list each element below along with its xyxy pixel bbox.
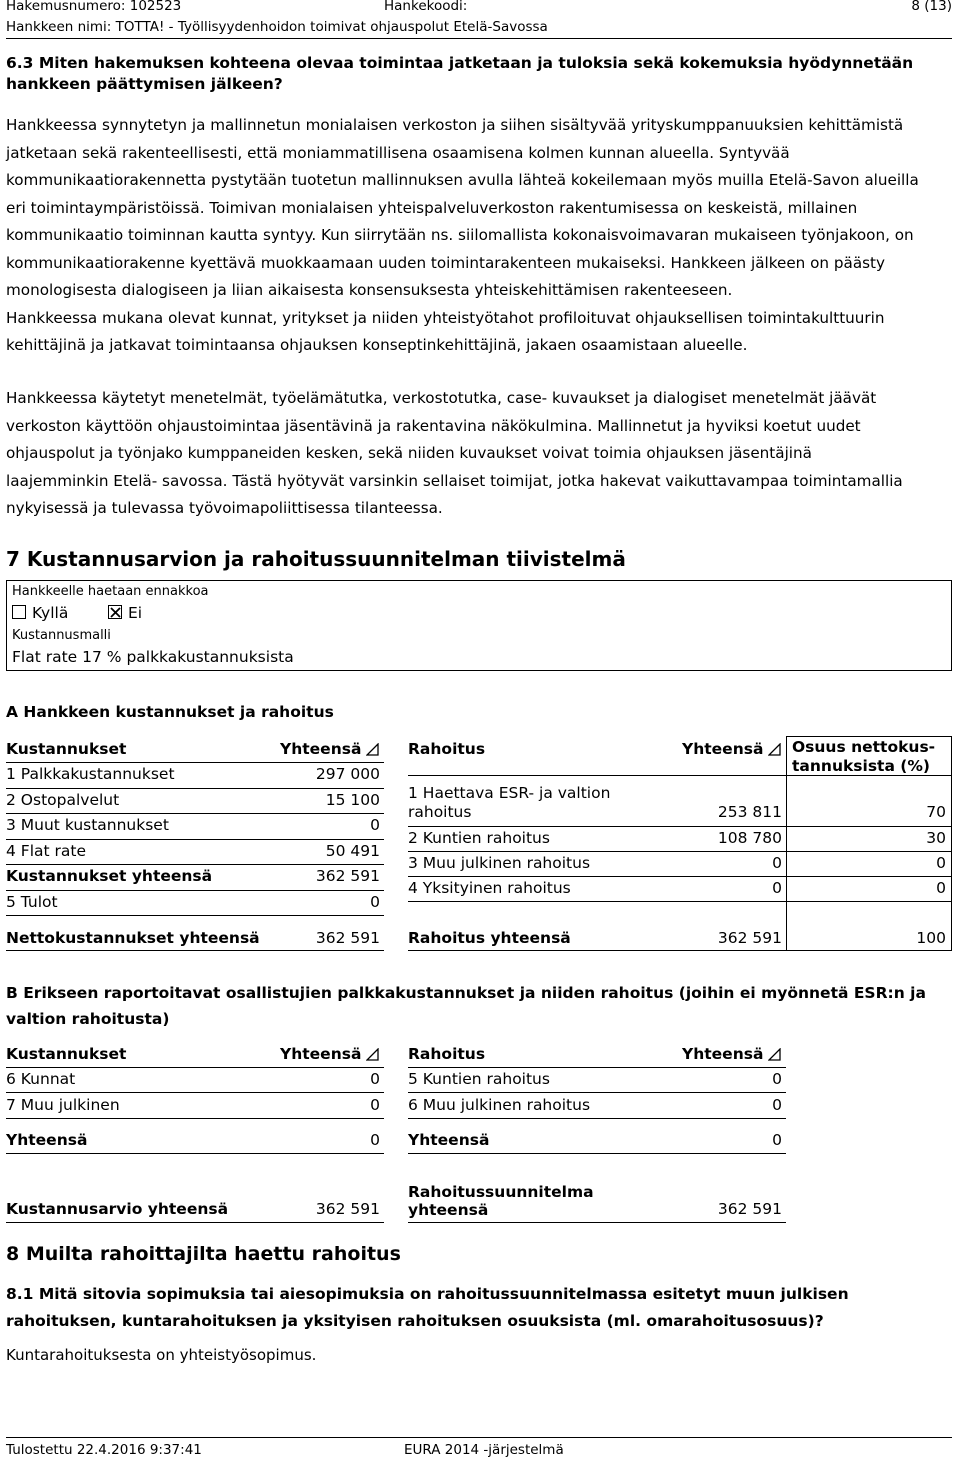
funding-row-share: 0 bbox=[936, 879, 946, 897]
row-line bbox=[6, 1222, 384, 1223]
row-line bbox=[408, 1118, 786, 1119]
project-name: Hankkeen nimi: TOTTA! - Työllisyydenhoidon toimivat ohjauspolut Etelä-Savossa bbox=[6, 19, 548, 35]
row-line bbox=[408, 901, 952, 902]
funding-sum-label: Yhteensä bbox=[408, 1131, 490, 1149]
checkbox-yes-icon[interactable] bbox=[12, 605, 26, 619]
row-line bbox=[408, 1092, 786, 1093]
costs-total-header: Yhteensä bbox=[280, 740, 362, 758]
row-line bbox=[408, 950, 952, 951]
section-a-title: A Hankkeen kustannukset ja rahoitus bbox=[6, 703, 334, 721]
net-costs-value: 362 591 bbox=[315, 929, 380, 947]
sort-triangle-icon bbox=[768, 1048, 781, 1061]
funding-row-label: 5 Kuntien rahoitus bbox=[408, 1070, 550, 1088]
funding-sum-value: 0 bbox=[772, 1131, 782, 1149]
funding-row-label: 3 Muu julkinen rahoitus bbox=[408, 854, 591, 872]
application-number: Hakemusnumero: 102523 bbox=[6, 0, 182, 14]
row-line bbox=[408, 826, 952, 827]
row-line bbox=[6, 1153, 384, 1154]
option-no[interactable] bbox=[108, 604, 142, 622]
costs-sum-value: 362 591 bbox=[315, 867, 380, 885]
row-line bbox=[6, 950, 384, 951]
checkbox-no-checked-icon[interactable] bbox=[108, 605, 122, 619]
option-no-label: Ei bbox=[128, 604, 143, 622]
sort-triangle-icon bbox=[366, 1048, 379, 1061]
row-line bbox=[6, 864, 384, 865]
income-value: 0 bbox=[370, 893, 380, 911]
funding-row-share: 30 bbox=[926, 829, 946, 847]
header-divider bbox=[6, 38, 952, 39]
section-8-title: 8 Muilta rahoittajilta haettu rahoitus bbox=[6, 1243, 401, 1265]
row-line bbox=[6, 762, 384, 763]
funding-row-value: 0 bbox=[772, 1096, 782, 1114]
option-yes-label: Kyllä bbox=[32, 604, 69, 622]
cost-row-label: 4 Flat rate bbox=[6, 842, 86, 860]
question-8-1: 8.1 Mitä sitovia sopimuksia tai aiesopimuksia on rahoitussuunnitelmassa esitetyt muun julkisen rahoituksen, kuntarahoituksen ja yksityisen rahoituksen osuuksista (ml. omarahoitusosuus)? bbox=[6, 1285, 849, 1330]
row-line bbox=[6, 890, 384, 891]
row-line bbox=[408, 775, 952, 776]
question-6-3: 6.3 Miten hakemuksen kohteena olevaa toimintaa jatketaan ja tuloksia sekä kokemuksia hyödynnetään hankkeen päättymisen jälkeen? bbox=[6, 54, 914, 93]
row-line bbox=[6, 1092, 384, 1093]
cost-model-value: Flat rate 17 % palkkakustannuksista bbox=[12, 648, 294, 666]
row-line bbox=[6, 839, 384, 840]
column-line bbox=[951, 736, 952, 950]
sort-triangle-icon bbox=[768, 743, 781, 756]
funding-row-label: 4 Yksityinen rahoitus bbox=[408, 879, 571, 897]
answer-8-1: Kuntarahoituksesta on yhteistyösopimus. bbox=[6, 1346, 317, 1364]
funding-row-label: 1 Haettava ESR- ja valtion rahoitus bbox=[408, 784, 611, 821]
footer-divider bbox=[6, 1437, 952, 1438]
cost-row-label: 7 Muu julkinen bbox=[6, 1096, 120, 1114]
cost-row-value: 297 000 bbox=[315, 765, 380, 783]
costs-total-header: Yhteensä bbox=[280, 1045, 362, 1063]
funding-row-label: 2 Kuntien rahoitus bbox=[408, 829, 550, 847]
cost-row-value: 50 491 bbox=[325, 842, 380, 860]
section-7-title: 7 Kustannusarvion ja rahoitussuunnitelman tiivistelmä bbox=[6, 547, 626, 571]
row-line bbox=[408, 1222, 786, 1223]
cost-row-label: 6 Kunnat bbox=[6, 1070, 76, 1088]
funding-row-label: 6 Muu julkinen rahoitus bbox=[408, 1096, 591, 1114]
cost-row-label: 2 Ostopalvelut bbox=[6, 791, 120, 809]
funding-share-header: Osuus nettokus- tannuksista (%) bbox=[792, 738, 936, 775]
row-line bbox=[408, 1067, 786, 1068]
funding-total-header: Yhteensä bbox=[682, 740, 764, 758]
funding-row-value: 0 bbox=[772, 854, 782, 872]
funding-sum-value: 362 591 bbox=[717, 929, 782, 947]
costs-sum-label: Yhteensä bbox=[6, 1131, 88, 1149]
budget-total-label: Kustannusarvio yhteensä bbox=[6, 1200, 229, 1218]
cost-row-label: 3 Muut kustannukset bbox=[6, 816, 169, 834]
funding-total-header: Yhteensä bbox=[682, 1045, 764, 1063]
cost-row-label: 1 Palkkakustannukset bbox=[6, 765, 175, 783]
funding-row-value: 253 811 bbox=[717, 803, 782, 821]
row-line bbox=[408, 876, 952, 877]
cost-model-label: Kustannusmalli bbox=[12, 628, 111, 643]
funding-plan-total-label: Rahoitussuunnitelma yhteensä bbox=[408, 1183, 594, 1219]
cost-row-value: 0 bbox=[370, 1070, 380, 1088]
page-number: 8 (13) bbox=[911, 0, 952, 14]
cost-row-value: 0 bbox=[370, 1096, 380, 1114]
answer-6-3-paragraph-1: Hankkeessa synnytetyn ja mallinnetun monialaisen verkoston ja siihen sisältyvää yrityskumppanuuksien kehittämistä jatketaan sekä rakenteellisesti, että moniammatillisena osaamisena kolmen kunnan alueella. Syntyvää kommunikaatiorakennetta pystytään tuotetun mallinnuksen avulla lähteä kokeilemaan myös muilla Etelä-Savon alueilla eri toimintaympäristöissä. Toimivan monialaisen yhteispalveluverkoston rakentumisessa on keskeistä, millainen kommunikaatio toiminnan kautta syntyy. Kun siirrytään ns. siilomallista kokonaisvoimavaran mukaiseen työnjakoon, on kommunikaatiorakenne kyettävä muokkaamaan uuden toimintarakenteen mukaiseksi. Hankkeen jälkeen on päästy monologisesta dialogiseen ja liian aikaisesta konsensuksesta yhteiskehittämisen rakenteeseen. Hankkeessa mukana olevat kunnat, yritykset ja niiden yhteistyötahot profiloituvat ohjauksellisen toimintakulttuurin kehittäjinä ja jatkavat toimintaansa ohjauksen konseptinkehittäjinä, jakaen osaamistaan alueelle. bbox=[6, 116, 919, 354]
row-line bbox=[408, 851, 952, 852]
advance-label: Hankkeelle haetaan ennakkoa bbox=[12, 584, 209, 599]
cost-row-value: 0 bbox=[370, 816, 380, 834]
printed-timestamp: Tulostettu 22.4.2016 9:37:41 bbox=[6, 1442, 202, 1458]
funding-row-value: 0 bbox=[772, 1070, 782, 1088]
funding-row-share: 0 bbox=[936, 854, 946, 872]
answer-6-3-paragraph-2: Hankkeessa käytetyt menetelmät, työelämätutka, verkostotutka, case- kuvaukset ja dialogiset menetelmät jäävät verkoston käyttöön ohjaustoimintaa jäsentävinä ja rakentavina näkökulmina. Mallinnetut ja hyviksi koetut uudet ohjauspolut ja työnjako kumppaneiden kesken, sekä niiden kuvaukset voivat toimia ohjauksen jäsentäjinä laajemminkin Etelä- savossa. Tästä hyötyvät varsinkin sellaiset toimijat, jotka hakevat vaikuttavampaa toimintamallia nykyisessä ja tulevassa työvoimapoliittisessa tilanteessa. bbox=[6, 389, 903, 517]
budget-total-value: 362 591 bbox=[315, 1200, 380, 1218]
funding-plan-total-value: 362 591 bbox=[717, 1200, 782, 1218]
advance-box bbox=[6, 580, 952, 671]
row-line bbox=[6, 1118, 384, 1119]
funding-sum-label: Rahoitus yhteensä bbox=[408, 929, 571, 947]
net-costs-label: Nettokustannukset yhteensä bbox=[6, 929, 260, 947]
funding-row-value: 108 780 bbox=[717, 829, 782, 847]
row-line bbox=[6, 1067, 384, 1068]
costs-header: Kustannukset bbox=[6, 1045, 127, 1063]
row-line bbox=[6, 788, 384, 789]
sort-triangle-icon bbox=[366, 743, 379, 756]
funding-row-share: 70 bbox=[926, 803, 946, 821]
system-name: EURA 2014 -järjestelmä bbox=[404, 1442, 564, 1458]
costs-sum-value: 0 bbox=[370, 1131, 380, 1149]
row-line bbox=[6, 915, 384, 916]
column-line bbox=[786, 736, 787, 950]
funding-header: Rahoitus bbox=[408, 1045, 486, 1063]
row-line bbox=[786, 736, 952, 737]
cost-row-value: 15 100 bbox=[325, 791, 380, 809]
funding-sum-share: 100 bbox=[916, 929, 946, 947]
row-line bbox=[408, 1153, 786, 1154]
funding-row-value: 0 bbox=[772, 879, 782, 897]
funding-header: Rahoitus bbox=[408, 740, 486, 758]
costs-sum-label: Kustannukset yhteensä bbox=[6, 867, 213, 885]
project-code-label: Hankekoodi: bbox=[384, 0, 468, 14]
section-b-title: B Erikseen raportoitavat osallistujien palkkakustannukset ja niiden rahoitus (joihin ei myönnetä ESR:n ja valtion rahoitusta) bbox=[6, 984, 926, 1028]
row-line bbox=[6, 813, 384, 814]
option-yes[interactable] bbox=[12, 604, 68, 622]
costs-header: Kustannukset bbox=[6, 740, 127, 758]
income-label: 5 Tulot bbox=[6, 893, 58, 911]
